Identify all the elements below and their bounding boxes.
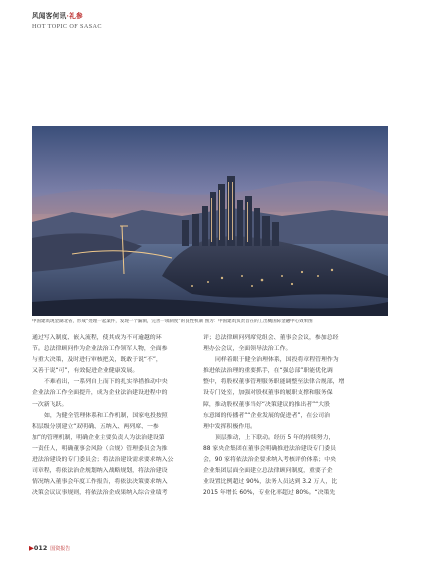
- text-line: 司章程，将依法治企规划纳入战略规划，将法治建设: [32, 468, 168, 475]
- paragraph: [203, 333, 389, 355]
- photo-caption: 中国建筑现金湖北省，形成“处理一起案件，发现一个漏洞，完善一项制度”的良性机制 图为：中国建筑负责旨在的工出概国际金融中心效果图: [32, 319, 313, 324]
- text-line: 理办公会议，全面领导法治工作。: [203, 346, 292, 353]
- paragraph: [32, 333, 202, 377]
- text-line: 又善于说“可”，有效促进企业健康发展。: [32, 368, 139, 375]
- text-line: 决策会议议事规则，将依法治企成果纳入综合业绩考: [32, 490, 168, 497]
- text-line: 如，为健全管理体系和工作机制，国家电投按照: [44, 412, 168, 419]
- text-line: 情况纳入董事会年度工作报告，将依法决策要求纳入: [32, 479, 168, 486]
- page-footer: [29, 544, 70, 552]
- paragraph: [203, 433, 389, 500]
- text-line: 积层级分别建立“双明确、五纳入、两列席、一参: [32, 423, 159, 430]
- text-line: 东意图的传播者”“企业发展的促进者”，在公司治: [203, 412, 330, 419]
- text-line: 整中，将股权董事管理服务职能调整至法律合规部，增: [203, 379, 345, 386]
- page-marker-icon: ▶: [29, 544, 34, 552]
- text-line: 障，推动股权董事当好“决策建议的推出者”“大股: [203, 401, 330, 408]
- header-separator: ·: [66, 12, 70, 20]
- text-line: 企业集团层面全面建立总法律顾问制度，重要子企: [203, 468, 333, 475]
- text-line: 不难看出，一系列自上而下的扎实举措推动中央: [44, 379, 168, 386]
- paragraph: [203, 355, 389, 433]
- magazine-name: 国资报告: [50, 546, 71, 552]
- header-title: [32, 10, 412, 20]
- right-column: [203, 333, 389, 499]
- text-line: 业设置比例超过 90%，法务人员达到 3.2 万人，比: [203, 479, 338, 486]
- text-line: 与重大决策，及时进行审核把关，既敢于说“不”，: [32, 357, 162, 364]
- paragraph: [32, 411, 202, 500]
- text-line: 通过写入制度、嵌入流程，使其成为不可逾越的环: [32, 335, 162, 341]
- left-column: [32, 333, 202, 499]
- text-line: 设专门处室，加强对股权董事的履职支撑和服务保: [203, 390, 333, 397]
- text-line: 企业法治工作全面提升，成为企业法治建设进程中的: [32, 390, 168, 397]
- page-header: [32, 10, 412, 30]
- text-line: 评；总法律顾问列席党组会、董事会会议，参加总经: [203, 335, 339, 341]
- text-line: 一次新飞跃。: [32, 401, 68, 408]
- text-line: 加”的管理机制，明确企业主要负责人为法治建设第: [32, 434, 165, 441]
- city-skyline-photo: [32, 126, 388, 316]
- header-title-en: HOT TOPIC OF SASAC: [32, 23, 102, 30]
- paragraph: [32, 377, 202, 410]
- text-line: 进法治建设的专门委员会；将法治建设需求要求纳入公: [32, 457, 174, 464]
- text-line: 88 家央企集团在董事会明确推进法治建设专门委员: [203, 445, 337, 452]
- text-line: 会，90 家将依法治企要求纳入考核评价体系；中央: [203, 457, 337, 464]
- header-section: 礼参: [69, 12, 83, 20]
- text-line: 节。总法律顾问作为企业法治工作领军人物，全面参: [32, 346, 168, 353]
- text-line: 顶层推动，上下联动。经历 5 年的持续努力，: [215, 434, 335, 441]
- header-title-cn: 风闻客何讯: [32, 12, 67, 20]
- text-line: 推进依法治理的重要抓手，在“强总部”职能优化调: [203, 368, 333, 375]
- text-line: 同样着眼于健全治理体系，国投将章程管理作为: [215, 357, 339, 364]
- page-number: 012: [33, 544, 48, 552]
- text-line: 2015 年增长 60%，专业化率超过 80%。“决策先: [203, 490, 336, 497]
- text-line: 一责任人，明确董事会风险（合规）管理委员会为推: [32, 445, 168, 452]
- text-line: 理中发挥积极作用。: [203, 423, 257, 430]
